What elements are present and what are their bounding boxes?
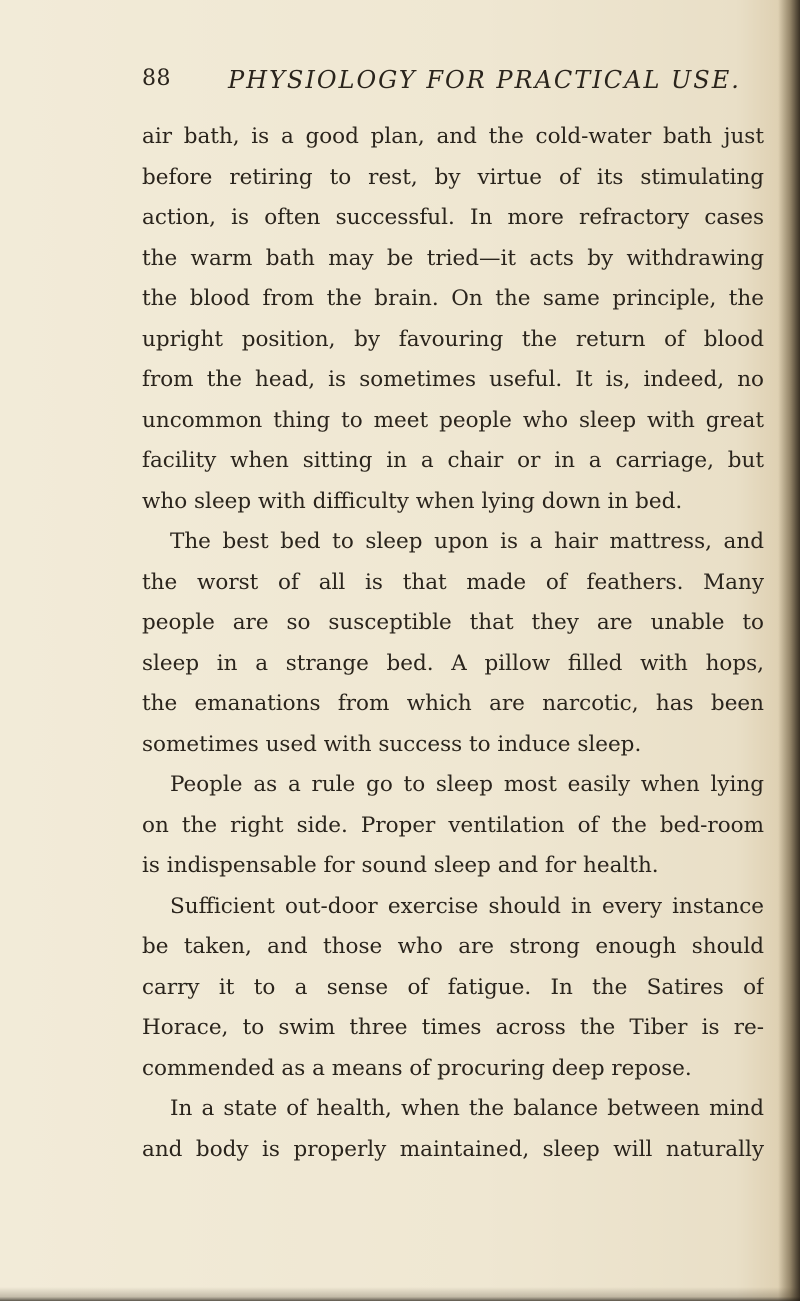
text-line: sometimes used with success to induce sleep. xyxy=(142,731,642,757)
text-line: In a state of health, when the balance between mind xyxy=(170,1096,764,1121)
page-number: 88 xyxy=(142,66,171,91)
text-line: the worst of all is that made of feathers. Many xyxy=(142,569,764,595)
text-line: facility when sitting in a chair or in a carriage, but xyxy=(142,448,764,473)
text-line: air bath, is a good plan, and the cold-water bath just xyxy=(142,124,764,149)
text-line: be taken, and those who are strong enough should xyxy=(142,934,764,959)
text-line: upright position, by favouring the return of blood xyxy=(142,326,764,352)
running-head xyxy=(142,66,782,106)
text-line: from the head, is sometimes useful. It is, indeed, no xyxy=(142,367,764,392)
text-line: is indispensable for sound sleep and for health. xyxy=(142,853,659,878)
text-line: before retiring to rest, by virtue of its stimulating xyxy=(142,164,764,190)
text-line: People as a rule go to sleep most easily when lying xyxy=(170,772,764,797)
page-bottom-shadow xyxy=(0,1287,800,1301)
text-line: action, is often successful. In more refractory cases xyxy=(142,205,764,230)
text-line: carry it to a sense of fatigue. In the Satires of xyxy=(142,974,764,1000)
text-line: Horace, to swim three times across the Tiber is re- xyxy=(142,1015,764,1040)
text-line: sleep in a strange bed. A pillow filled with hops, xyxy=(142,650,764,676)
text-line: who sleep with difficulty when lying down in bed. xyxy=(142,488,683,514)
page-edge-shadow xyxy=(778,0,800,1301)
text-line: the warm bath may be tried—it acts by withdrawing xyxy=(142,245,764,271)
body-text xyxy=(142,117,764,1170)
text-line: the emanations from which are narcotic, has been xyxy=(142,691,764,716)
text-line: on the right side. Proper ventilation of the bed-room xyxy=(142,812,764,838)
text-line: the blood from the brain. On the same principle, the xyxy=(142,286,764,311)
text-line: and body is properly maintained, sleep will naturally xyxy=(142,1136,764,1162)
text-line: The best bed to sleep upon is a hair mattress, and xyxy=(170,529,764,554)
running-title: PHYSIOLOGY FOR PRACTICAL USE. xyxy=(228,66,741,94)
text-line: commended as a means of procuring deep repose. xyxy=(142,1055,692,1081)
text-line: uncommon thing to meet people who sleep with great xyxy=(142,407,764,433)
text-line: people are so susceptible that they are unable to xyxy=(142,610,764,635)
text-line: Sufficient out-door exercise should in every instance xyxy=(170,893,764,919)
